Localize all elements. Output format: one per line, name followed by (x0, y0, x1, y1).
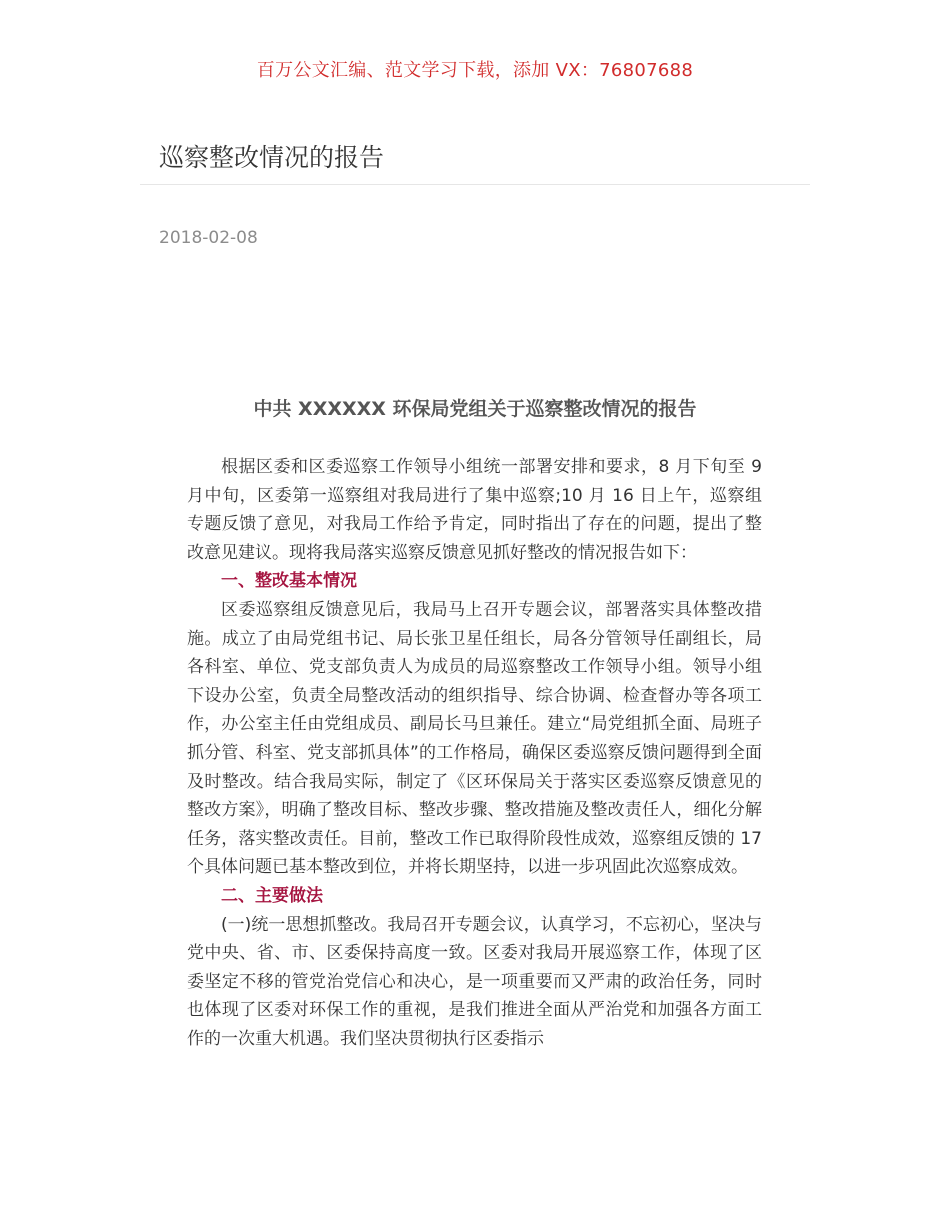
document-heading: 中共 XXXXXX 环保局党组关于巡察整改情况的报告 (253, 398, 697, 420)
page-title: 巡察整改情况的报告 (159, 143, 385, 172)
article-body (187, 453, 762, 1053)
section-1-paragraph: 区委巡察组反馈意见后，我局马上召开专题会议，部署落实具体整改措施。成立了由局党组书记、局长张卫星任组长，局各分管领导任副组长，局各科室、单位、党支部负责人为成员的局巡察整改工作领导小组。领导小组下设办公室，负责全局整改活动的组织指导、综合协调、检查督办等各项工作，办公室主任由党组成员、副局长马旦兼任。建立“局党组抓全面、局班子抓分管、科室、党支部抓具体”的工作格局，确保区委巡察反馈问题得到全面及时整改。结合我局实际，制定了《区环保局关于落实区委巡察反馈意见的整改方案》，明确了整改目标、整改步骤、整改措施及整改责任人，细化分解任务，落实整改责任。目前，整改工作已取得阶段性成效，巡察组反馈的 17 个具体问题已基本整改到位，并将长期坚持，以进一步巩固此次巡察成效。 (187, 599, 762, 878)
section-heading-2: 二、主要做法 (221, 885, 323, 906)
intro-paragraph: 根据区委和区委巡察工作领导小组统一部署安排和要求，8 月下旬至 9 月中旬，区委第一巡察组对我局进行了集中巡察;10 月 16 日上午，巡察组专题反馈了意见，对我局工作给予肯定，同时指出了存在的问题，提出了整改意见建议。现将我局落实巡察反馈意见抓好整改的情况报告如下： (187, 457, 762, 563)
section-heading-1: 一、整改基本情况 (221, 571, 357, 592)
title-divider (140, 184, 810, 185)
section-2-paragraph: (一)统一思想抓整改。我局召开专题会议，认真学习，不忘初心，坚决与党中央、省、市、区委保持高度一致。区委对我局开展巡察工作，体现了区委坚定不移的管党治党信心和决心，是一项重要而又严肃的政治任务，同时也体现了区委对环保工作的重视，是我们推进全面从严治党和加强各方面工作的一次重大机遇。我们坚决贯彻执行区委指示 (187, 914, 762, 1049)
promo-banner: 百万公文汇编、范文学习下载，添加 VX：76807688 (256, 60, 694, 81)
publish-date: 2018-02-08 (159, 228, 258, 248)
